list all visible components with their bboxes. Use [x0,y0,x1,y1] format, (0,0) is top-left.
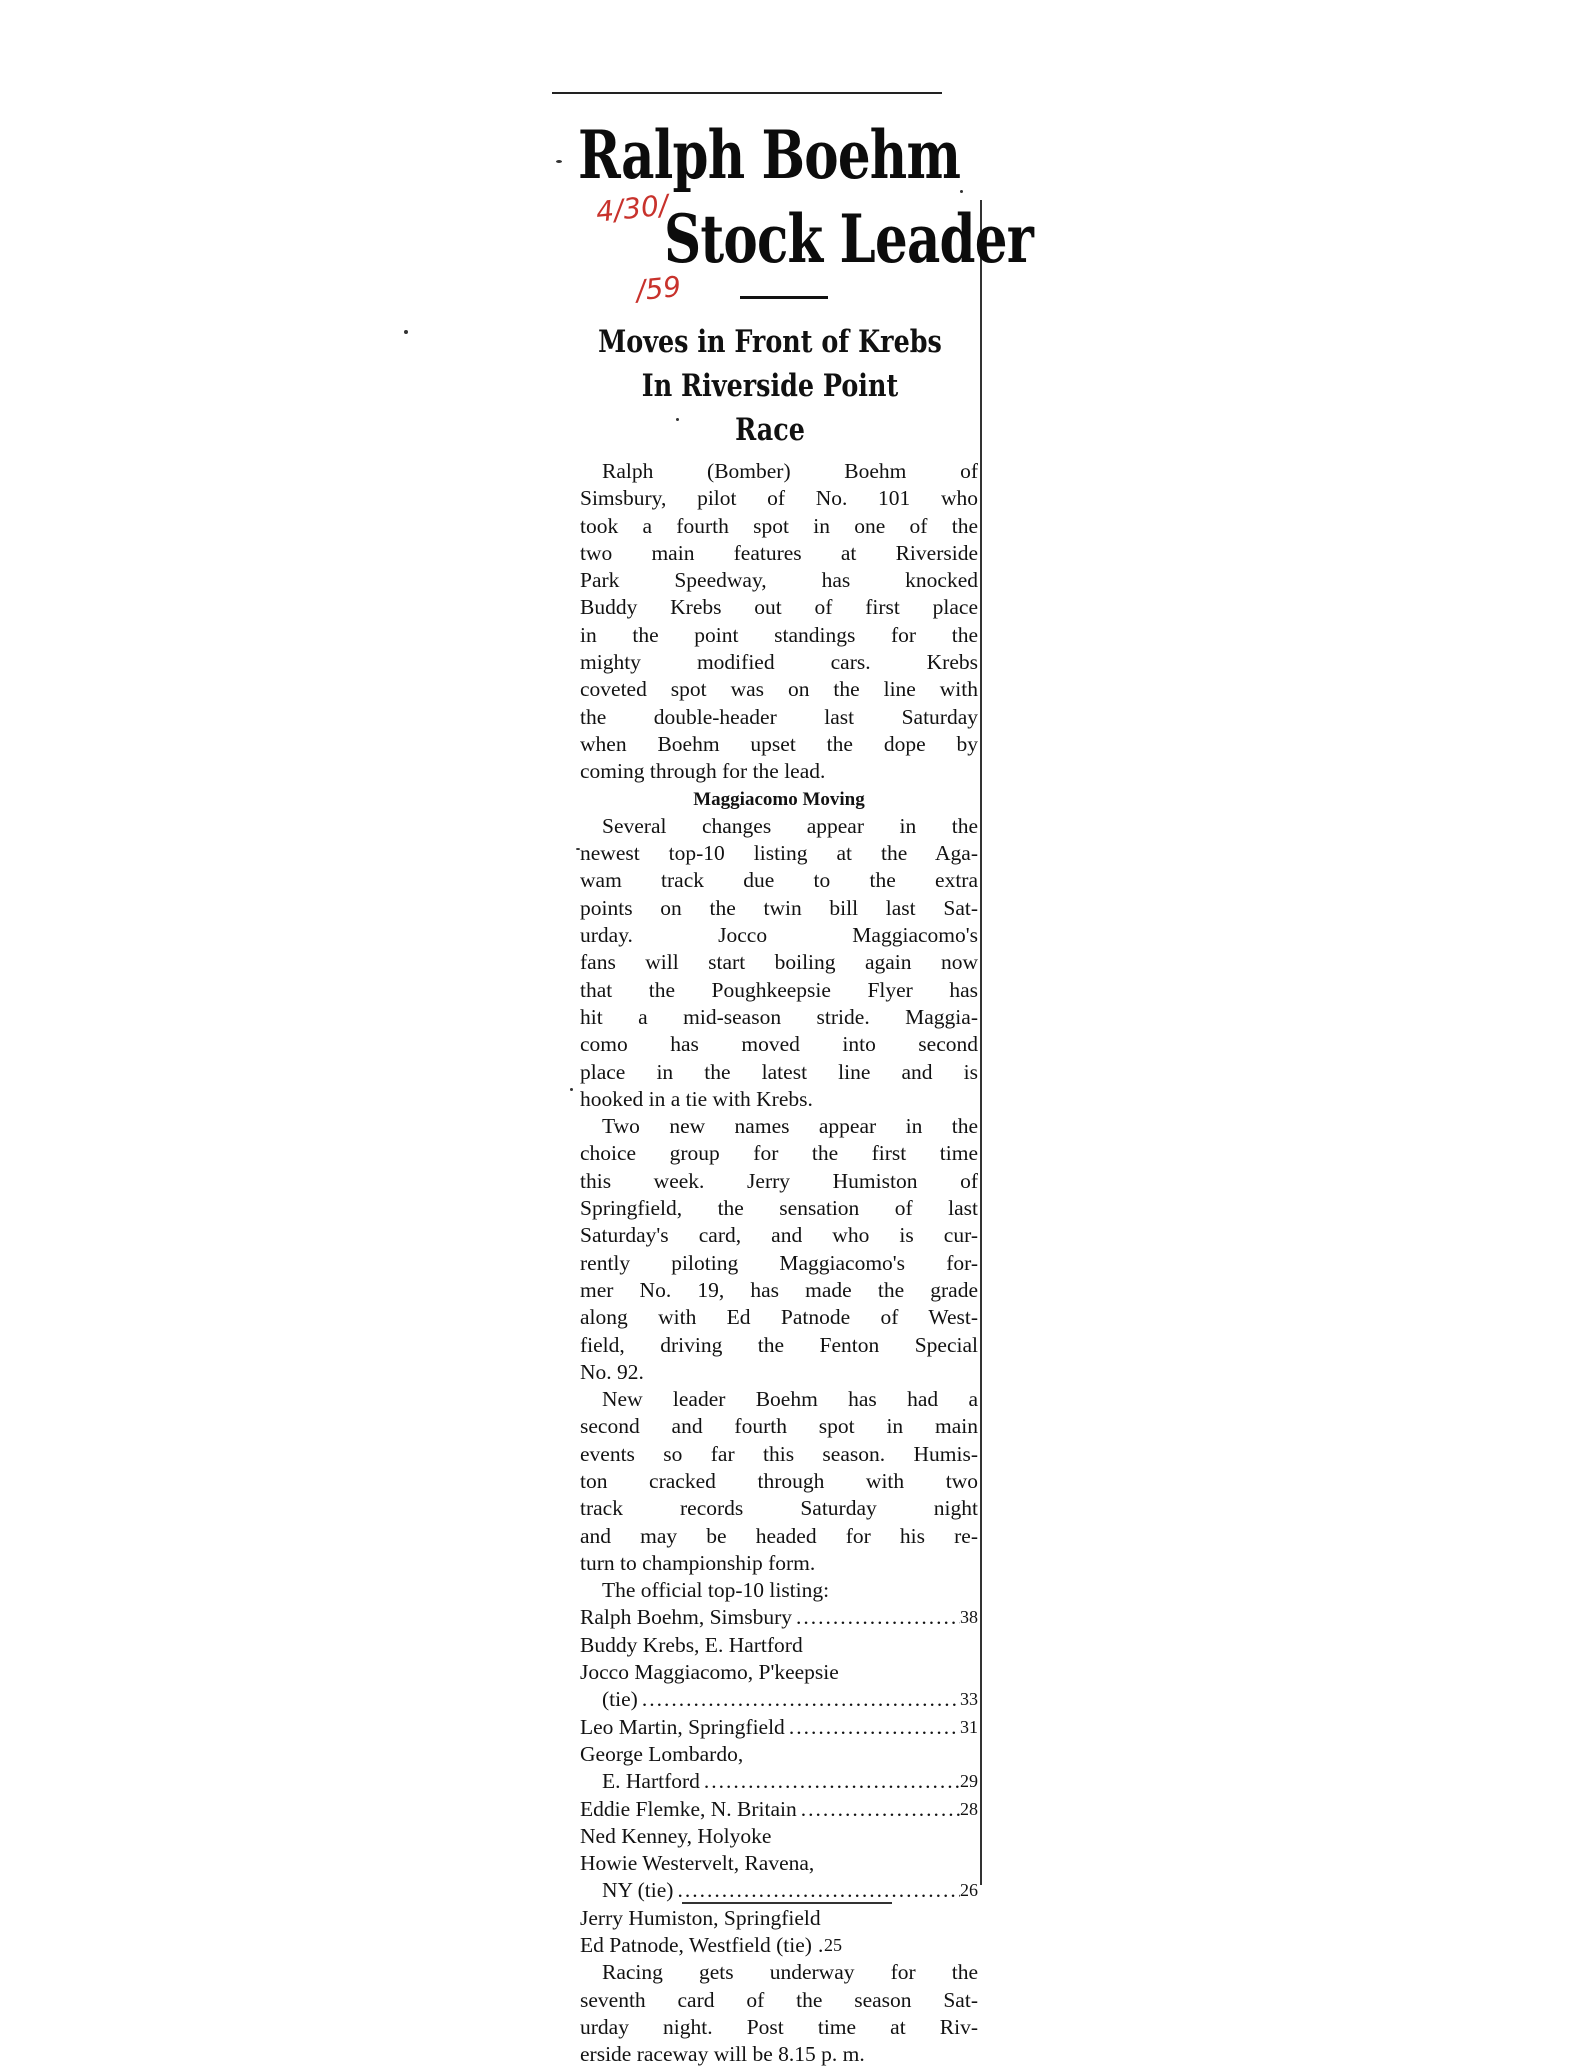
article-line: Springfield, the sensation of last [580,1196,978,1221]
article-line: place in the latest line and is [580,1059,978,1084]
handwritten-date-line-2: /59 [634,269,683,308]
standing-row [580,1905,978,1932]
driver-points: 33 [960,1689,978,1710]
scan-speck [404,330,408,334]
leader-dots [792,1604,960,1631]
article-line: Saturday's card, and who is cur- [580,1223,978,1248]
article-line: Two new names appear in the [602,1114,978,1139]
article-line: hit a mid-season stride. Maggia- [580,1004,978,1029]
driver-name: Eddie Flemke, N. Britain [580,1796,797,1821]
driver-name: Leo Martin, Springfield [580,1714,785,1739]
section-subhead: Maggiacomo Moving [693,788,865,810]
article-line: in the point standings for the [580,622,978,647]
standing-row [580,1714,978,1741]
article-line: erside raceway will be 8.15 p. m. [580,2042,865,2067]
standing-row [580,1850,978,1877]
article-line: that the Poughkeepsie Flyer has [580,977,978,1002]
article-line: Ralph (Bomber) Boehm of [602,459,978,483]
article-line: urday. Jocco Maggiacomo's [580,923,978,948]
deck-line: Moves in Front of Krebs [598,324,942,360]
driver-name: Howie Westervelt, Ravena, [580,1851,815,1876]
article-line: wam track due to the extra [580,868,978,893]
headline-line-2: Stock Leader [664,200,1034,278]
leader-dots [700,1768,960,1795]
standing-row [580,1932,978,1959]
standing-row [580,1686,978,1713]
article-line: coming through for the lead. [580,759,826,784]
article-line: choice group for the first time [580,1141,978,1166]
article-line: second and fourth spot in main [580,1414,978,1439]
driver-points: 26 [960,1880,978,1901]
standing-row [580,1823,978,1850]
top-column-rule [552,92,942,94]
article-line: New leader Boehm has had a [602,1387,978,1412]
leader-dots [638,1686,960,1713]
driver-name: NY (tie) [602,1878,674,1903]
driver-points: 28 [960,1798,978,1819]
article-line: coveted spot was on the line with [580,677,978,702]
standing-row [580,1796,978,1823]
driver-name: Jerry Humiston, Springfield [580,1905,821,1930]
driver-name: Buddy Krebs, E. Hartford [580,1632,803,1657]
scan-speck [556,160,562,163]
article-line: urday night. Post time at Riv- [580,2014,978,2039]
standing-row [580,1659,978,1686]
article-line: Buddy Krebs out of first place [580,595,978,620]
article-line: field, driving the Fenton Special [580,1332,978,1357]
article-line: track records Saturday night [580,1496,978,1521]
driver-points: 29 [960,1771,978,1792]
article-line: Racing gets underway for the [602,1960,978,1985]
article-line: newest top-10 listing at the Aga- [580,841,978,866]
deck-line: In Riverside Point [641,368,899,404]
leader-dots [673,1877,960,1904]
standing-row [580,1632,978,1659]
subheadline-deck [560,320,980,452]
scan-speck [576,848,580,850]
article-line: Simsbury, pilot of No. 101 who [580,486,978,511]
listing-intro: The official top-10 listing: [602,1578,830,1603]
leader-dots [797,1796,960,1823]
driver-name: (tie) [602,1687,638,1712]
leader-dots [785,1714,960,1741]
article-line: the double-header last Saturday [580,704,978,729]
deck-line: Race [735,412,805,448]
driver-points: 31 [960,1716,978,1737]
article-line: and may be headed for his re- [580,1523,978,1548]
article-line: this week. Jerry Humiston of [580,1168,978,1193]
driver-points: 25 [823,1935,842,1956]
article-line: hooked in a tie with Krebs. [580,1086,813,1111]
standing-row [580,1768,978,1795]
article-line: events so far this season. Humis- [580,1441,978,1466]
article-line: ton cracked through with two [580,1468,978,1493]
article-line: points on the twin bill last Sat- [580,895,978,920]
scan-speck [570,1088,573,1091]
leader-dots [812,1932,824,1959]
article-line: turn to championship form. [580,1550,816,1575]
driver-name: Ralph Boehm, Simsbury [580,1605,793,1630]
driver-name: Ned Kenney, Holyoke [580,1823,772,1848]
driver-name: Ed Patnode, Westfield (tie) [580,1933,812,1958]
driver-name: E. Hartford [602,1769,700,1794]
article-line: Several changes appear in the [602,813,978,838]
headline-divider [740,296,828,299]
article-body [580,458,978,2069]
right-column-edge [980,200,982,1885]
driver-name: George Lombardo, [580,1741,744,1766]
driver-points: 38 [960,1607,978,1628]
article-line: mighty modified cars. Krebs [580,650,978,675]
article-line: mer No. 19, has made the grade [580,1277,978,1302]
article-line: No. 92. [580,1359,644,1384]
driver-name: Jocco Maggiacomo, P'keepsie [580,1660,839,1685]
standing-row [580,1877,978,1904]
standing-row [580,1741,978,1768]
article-line: seventh card of the season Sat- [580,1987,978,2012]
scan-speck [960,190,963,193]
standing-row [580,1604,978,1631]
handwritten-date-line-1: 4/30/ [594,188,670,229]
scan-speck [676,418,679,421]
headline-line-1: Ralph Boehm [578,116,961,194]
article-line: fans will start boiling again now [580,950,978,975]
article-line: took a fourth spot in one of the [580,513,978,538]
article-line: rently piloting Maggiacomo's for- [580,1250,978,1275]
article-line: along with Ed Patnode of West- [580,1305,978,1330]
article-line: two main features at Riverside [580,540,978,565]
article-line: como has moved into second [580,1032,978,1057]
article-line: when Boehm upset the dope by [580,731,978,756]
article-line: Park Speedway, has knocked [580,568,978,593]
